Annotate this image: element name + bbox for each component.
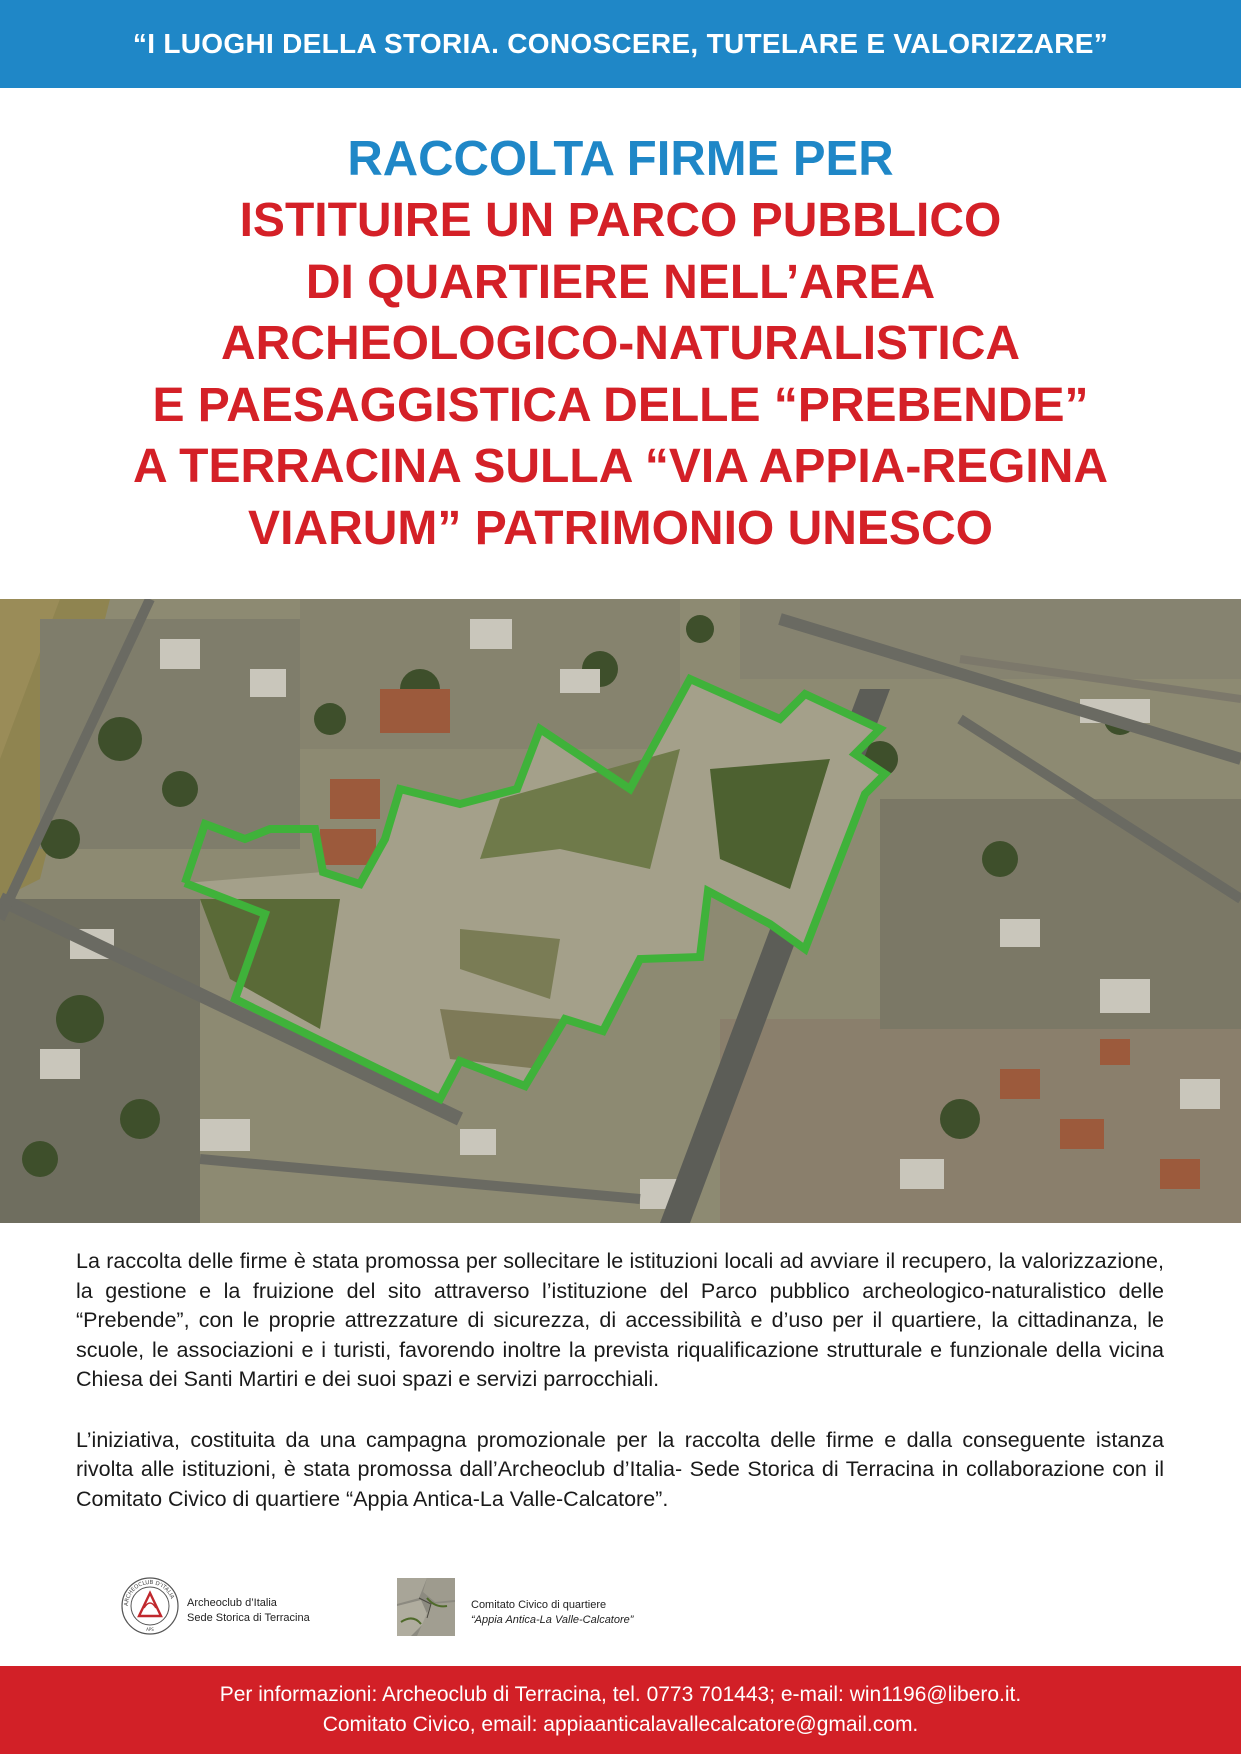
- svg-text:APS: APS: [146, 1627, 154, 1632]
- title-line: E PAESAGGISTICA DELLE “PREBENDE”: [152, 378, 1089, 432]
- archeoclub-sub: Sede Storica di Terracina: [187, 1612, 310, 1624]
- title-line: ISTITUIRE UN PARCO PUBBLICO: [239, 194, 1002, 247]
- archeoclub-name: Archeoclub d’Italia: [187, 1597, 277, 1609]
- svg-text:ARCHEOCLUB D'ITALIA: ARCHEOCLUB D'ITALIA: [123, 1579, 175, 1607]
- title-line: A TERRACINA SULLA “VIA APPIA-REGINA: [132, 440, 1109, 493]
- archeoclub-caption: [187, 1596, 310, 1626]
- archeoclub-logo: [120, 1576, 180, 1636]
- paragraph-2: L’iniziativa, costituita da una campagna promozionale per la raccolta delle firme e dalla conseguente istanza rivolta alle istituzioni, è stata promossa dall’Archeoclub d’Italia- Sede Storica di Terracina in collaborazione con il Comitato Civico di quartiere “Appia Antica-La Valle-Calcatore”.: [76, 1427, 1164, 1511]
- body-text: [76, 1247, 1164, 1545]
- title-line: DI QUARTIERE NELL’AREA: [305, 255, 936, 309]
- footer-line-1: Per informazioni: Archeoclub di Terracina, tel. 0773 701443; e-mail: win1196@libero.it.: [219, 1683, 1022, 1706]
- comitato-logo-photo: [397, 1578, 455, 1636]
- comitato-name: Comitato Civico di quartiere: [471, 1599, 607, 1611]
- banner-text: “I LUOGHI DELLA STORIA. CONOSCERE, TUTELARE E VALORIZZARE”: [132, 28, 1109, 59]
- comitato-caption: [471, 1598, 633, 1628]
- aerial-photo: [0, 599, 1241, 1223]
- title-line-intro: RACCOLTA FIRME PER: [347, 132, 894, 186]
- title-line: ARCHEOLOGICO-NATURALISTICA: [220, 317, 1021, 370]
- comitato-sub: “Appia Antica-La Valle-Calcatore”: [471, 1614, 634, 1626]
- paragraph-1: La raccolta delle firme è stata promossa per sollecitare le istituzioni locali ad avviare il recupero, la valorizzazione, la gestione e la fruizione del sito attraverso l’istituzione del Parco pubblico archeologico-naturalistico delle “Prebende”, con le proprie attrezzature di sicurezza, di accessibilità e d’uso per il quartiere, la cittadinanza, le scuole, le associazioni e i turisti, favorendo inoltre la prevista riqualificazione strutturale e funzionale della vicina Chiesa dei Santi Martiri e dei suoi spazi e servizi parrocchiali.: [76, 1249, 1164, 1391]
- footer-line-2: Comitato Civico, email: appiaanticalavallecalcatore@gmail.com.: [322, 1713, 919, 1736]
- title-block: [0, 128, 1241, 559]
- header-banner: [0, 0, 1241, 88]
- title-line: VIARUM” PATRIMONIO UNESCO: [248, 501, 993, 555]
- footer-contact: [0, 1666, 1241, 1754]
